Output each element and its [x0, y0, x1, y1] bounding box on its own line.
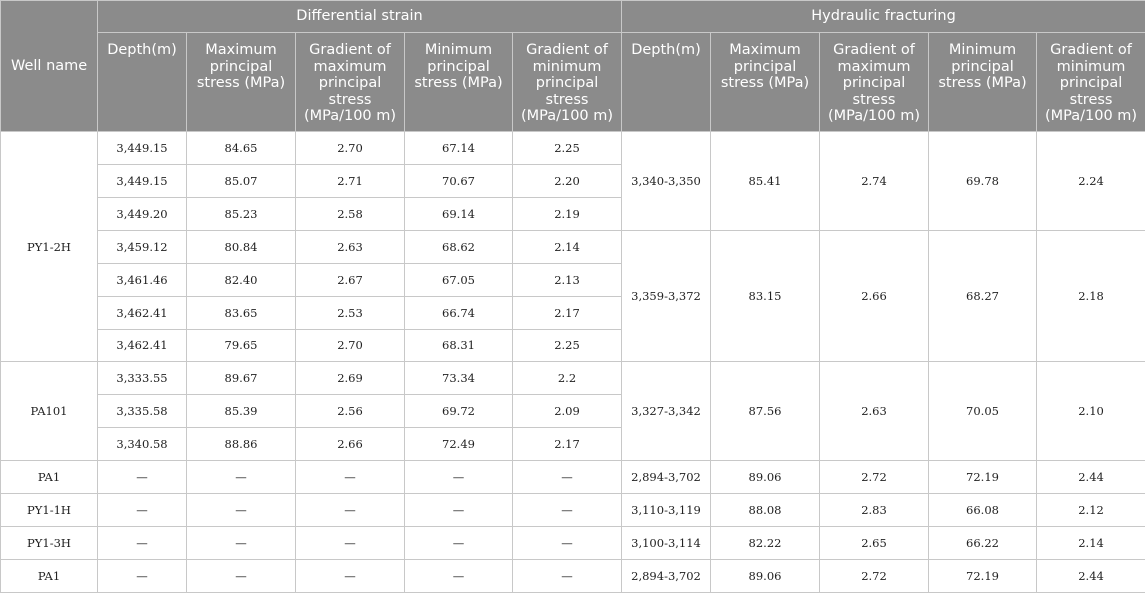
- well-name-header: Well name: [1, 1, 98, 132]
- hydraulic-fracturing-header: Hydraulic fracturing: [622, 1, 1145, 33]
- ds-min-stress-cell: —: [405, 494, 513, 527]
- hf-max-gradient-cell: 2.72: [820, 559, 929, 592]
- ds-min-gradient-cell: —: [513, 494, 622, 527]
- ds-min-gradient-cell: 2.2: [513, 362, 622, 395]
- ds-min-stress-cell: 73.34: [405, 362, 513, 395]
- ds-max-stress-cell: —: [187, 527, 296, 560]
- hf-min-stress-cell: 72.19: [929, 559, 1037, 592]
- ds-min-gradient-cell: 2.20: [513, 164, 622, 197]
- ds-min-gradient-cell: —: [513, 527, 622, 560]
- table-row: [1, 494, 1145, 527]
- ds-depth-cell: 3,333.55: [98, 362, 187, 395]
- ds-min-stress-cell: 67.14: [405, 132, 513, 165]
- ds-max-stress-cell: 79.65: [187, 329, 296, 362]
- table-row: [1, 362, 1145, 395]
- well-name-cell: PY1-2H: [1, 132, 98, 362]
- ds-min-stress-cell: 70.67: [405, 164, 513, 197]
- ds-max-gradient-cell: —: [296, 527, 405, 560]
- hf-min-gradient-cell: 2.14: [1037, 527, 1145, 560]
- ds-max-gradient-cell: 2.66: [296, 428, 405, 461]
- hf-depth-cell: 3,100-3,114: [622, 527, 711, 560]
- hf-max-gradient-cell: 2.63: [820, 362, 929, 461]
- hf-min-gradient-cell: 2.44: [1037, 559, 1145, 592]
- well-name-cell: PA1: [1, 559, 98, 592]
- ds-min-stress-cell: 72.49: [405, 428, 513, 461]
- hf-max-stress-cell: 88.08: [711, 494, 820, 527]
- hf-max-stress-cell: 83.15: [711, 230, 820, 362]
- well-name-cell: PY1-1H: [1, 494, 98, 527]
- ds-min-stress-cell: 66.74: [405, 296, 513, 329]
- hf-depth-cell: 3,110-3,119: [622, 494, 711, 527]
- ds-min-gradient-cell: 2.19: [513, 197, 622, 230]
- hf-min-stress-cell: 70.05: [929, 362, 1037, 461]
- ds-max-gradient-cell: 2.67: [296, 263, 405, 296]
- ds-min-stress-cell: 68.31: [405, 329, 513, 362]
- hf-min-gradient-cell: 2.10: [1037, 362, 1145, 461]
- ds-max-stress-cell: 85.23: [187, 197, 296, 230]
- well-name-cell: PA1: [1, 461, 98, 494]
- ds-max-stress-cell: —: [187, 461, 296, 494]
- ds-min-stress-cell: —: [405, 527, 513, 560]
- hf-max-stress-cell: 87.56: [711, 362, 820, 461]
- hf-depth-cell: 3,327-3,342: [622, 362, 711, 461]
- ds-max-gradient-cell: —: [296, 559, 405, 592]
- hf-min-stress-cell: 69.78: [929, 132, 1037, 231]
- ds-depth-cell: 3,335.58: [98, 395, 187, 428]
- ds-min-stress-cell: 68.62: [405, 230, 513, 263]
- hf-max-gradient-header: Gradient of maximum principal stress (MPa/100 m): [820, 33, 929, 132]
- ds-max-gradient-header: Gradient of maximum principal stress (MPa/100 m): [296, 33, 405, 132]
- hf-max-gradient-cell: 2.65: [820, 527, 929, 560]
- hf-depth-cell: 3,359-3,372: [622, 230, 711, 362]
- hf-min-gradient-cell: 2.18: [1037, 230, 1145, 362]
- ds-depth-cell: 3,461.46: [98, 263, 187, 296]
- ds-max-stress-cell: 82.40: [187, 263, 296, 296]
- ds-depth-cell: —: [98, 494, 187, 527]
- ds-depth-cell: 3,449.15: [98, 164, 187, 197]
- ds-max-gradient-cell: 2.63: [296, 230, 405, 263]
- ds-max-gradient-cell: 2.69: [296, 362, 405, 395]
- hf-depth-header: Depth(m): [622, 33, 711, 132]
- ds-min-stress-cell: 67.05: [405, 263, 513, 296]
- ds-min-gradient-cell: 2.25: [513, 132, 622, 165]
- hf-min-gradient-cell: 2.24: [1037, 132, 1145, 231]
- ds-max-stress-cell: 84.65: [187, 132, 296, 165]
- ds-max-stress-cell: 80.84: [187, 230, 296, 263]
- hf-max-stress-cell: 89.06: [711, 559, 820, 592]
- ds-min-gradient-header: Gradient of minimum principal stress (MPa/100 m): [513, 33, 622, 132]
- table-body: [1, 132, 1145, 593]
- ds-min-stress-cell: —: [405, 559, 513, 592]
- hf-depth-cell: 2,894-3,702: [622, 559, 711, 592]
- ds-max-gradient-cell: 2.58: [296, 197, 405, 230]
- table-row: [1, 461, 1145, 494]
- ds-max-stress-cell: —: [187, 494, 296, 527]
- ds-max-stress-header: Maximum principal stress (MPa): [187, 33, 296, 132]
- hf-depth-cell: 3,340-3,350: [622, 132, 711, 231]
- ds-depth-cell: —: [98, 559, 187, 592]
- ds-max-gradient-cell: 2.70: [296, 132, 405, 165]
- ds-depth-header: Depth(m): [98, 33, 187, 132]
- ds-max-gradient-cell: 2.71: [296, 164, 405, 197]
- ds-min-gradient-cell: 2.13: [513, 263, 622, 296]
- ds-max-stress-cell: 85.39: [187, 395, 296, 428]
- ds-max-gradient-cell: —: [296, 494, 405, 527]
- ds-max-gradient-cell: 2.70: [296, 329, 405, 362]
- ds-max-stress-cell: 88.86: [187, 428, 296, 461]
- well-name-cell: PY1-3H: [1, 527, 98, 560]
- table-row: [1, 559, 1145, 592]
- hf-max-stress-header: Maximum principal stress (MPa): [711, 33, 820, 132]
- hf-max-gradient-cell: 2.83: [820, 494, 929, 527]
- ds-min-gradient-cell: 2.09: [513, 395, 622, 428]
- ds-max-gradient-cell: 2.56: [296, 395, 405, 428]
- ds-depth-cell: 3,449.15: [98, 132, 187, 165]
- ds-depth-cell: 3,340.58: [98, 428, 187, 461]
- ds-min-gradient-cell: 2.25: [513, 329, 622, 362]
- hf-max-stress-cell: 82.22: [711, 527, 820, 560]
- hf-max-gradient-cell: 2.74: [820, 132, 929, 231]
- ds-min-stress-cell: 69.72: [405, 395, 513, 428]
- differential-strain-header: Differential strain: [98, 1, 622, 33]
- ds-max-gradient-cell: —: [296, 461, 405, 494]
- hf-min-stress-cell: 66.22: [929, 527, 1037, 560]
- ds-min-stress-cell: 69.14: [405, 197, 513, 230]
- ds-max-stress-cell: 83.65: [187, 296, 296, 329]
- ds-max-stress-cell: —: [187, 559, 296, 592]
- hf-min-gradient-cell: 2.12: [1037, 494, 1145, 527]
- table-header: [1, 1, 1145, 132]
- ds-depth-cell: 3,449.20: [98, 197, 187, 230]
- ds-depth-cell: 3,459.12: [98, 230, 187, 263]
- ds-max-stress-cell: 89.67: [187, 362, 296, 395]
- hf-min-gradient-cell: 2.44: [1037, 461, 1145, 494]
- ds-min-gradient-cell: —: [513, 461, 622, 494]
- well-name-cell: PA101: [1, 362, 98, 461]
- hf-min-stress-header: Minimum principal stress (MPa): [929, 33, 1037, 132]
- table-row: [1, 230, 1145, 263]
- ds-depth-cell: 3,462.41: [98, 329, 187, 362]
- table-row: [1, 527, 1145, 560]
- hf-max-stress-cell: 85.41: [711, 132, 820, 231]
- ds-depth-cell: —: [98, 461, 187, 494]
- ds-min-stress-header: Minimum principal stress (MPa): [405, 33, 513, 132]
- ds-depth-cell: —: [98, 527, 187, 560]
- ds-min-gradient-cell: 2.14: [513, 230, 622, 263]
- hf-min-stress-cell: 66.08: [929, 494, 1037, 527]
- ds-min-gradient-cell: 2.17: [513, 428, 622, 461]
- ds-min-gradient-cell: 2.17: [513, 296, 622, 329]
- hf-min-gradient-header: Gradient of minimum principal stress (MPa/100 m): [1037, 33, 1145, 132]
- hf-max-stress-cell: 89.06: [711, 461, 820, 494]
- hf-max-gradient-cell: 2.72: [820, 461, 929, 494]
- hf-min-stress-cell: 68.27: [929, 230, 1037, 362]
- table-row: [1, 132, 1145, 165]
- ds-min-gradient-cell: —: [513, 559, 622, 592]
- hf-max-gradient-cell: 2.66: [820, 230, 929, 362]
- ds-min-stress-cell: —: [405, 461, 513, 494]
- hf-depth-cell: 2,894-3,702: [622, 461, 711, 494]
- ds-max-gradient-cell: 2.53: [296, 296, 405, 329]
- hf-min-stress-cell: 72.19: [929, 461, 1037, 494]
- ds-max-stress-cell: 85.07: [187, 164, 296, 197]
- ds-depth-cell: 3,462.41: [98, 296, 187, 329]
